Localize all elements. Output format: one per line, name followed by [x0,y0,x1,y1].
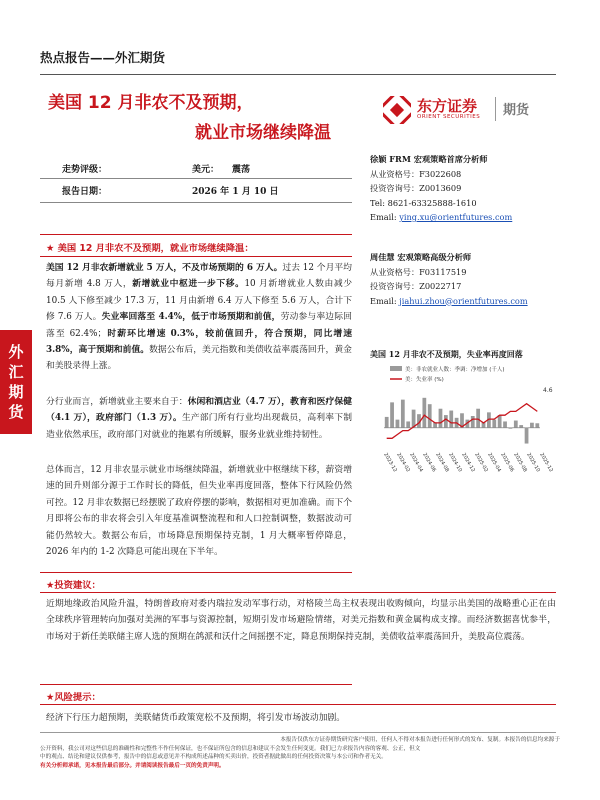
side-tab-char: 货 [8,403,24,421]
x-tick-label: 2025-12 [538,452,554,474]
report-title-line1: 美国 12 月非农不及预期， [48,93,254,113]
report-date: 2026 年 1 月 10 日 [192,187,279,197]
analyst-email-row [370,210,570,225]
nonfarm-bar [525,428,529,444]
para-bold: 美国 12 月非农新增就业 5 万人，不及市场预期的 6 万人。 [46,263,283,273]
nonfarm-bar [401,400,405,428]
para-bold: 新增就业中枢进一步下移。 [132,279,245,290]
asset-label: 美元： [192,165,220,175]
summary-paragraph-2 [46,394,352,443]
brand-name-en: ORIENT SECURITIES [417,114,481,120]
analyst-email-link[interactable]: ying.xu@orientfutures.com [399,212,513,222]
analyst-card-1 [370,152,570,225]
summary-heading: ★ 美国 12 月非农不及预期，就业市场继续降温： [46,243,254,254]
meta-rule-1 [40,178,352,179]
x-tick-label: 2024-06 [421,452,437,474]
risk-rule-bottom [40,704,556,705]
brand-divider [495,97,496,121]
meta-rule-2 [40,202,352,203]
brand-name: 东方证券 [417,97,478,115]
advice-rule-top [40,572,352,573]
para-text: 数据公布后，美元指数和美债收益率震荡回升，黄金和美股录得上涨。 [46,345,352,372]
legend-swatch-bar [390,366,402,371]
analyst-consult: 投资咨询号：Z0022717 [370,281,462,291]
nonfarm-bar [503,421,507,427]
chart-title: 美国 12 月非农不及预期，失业率再度回落 [370,349,523,359]
disclaimer-line: 公开资料，我公司对这些信息的准确性和完整性不作任何保证，也不保证所包含的信息和建议不会发生任何变更。我们已力求报告内容的客观、公正，但文 [40,745,421,752]
risk-paragraph: 经济下行压力超预期，美联储货币政策宽松不及预期，将引发市场波动加剧。 [46,713,346,723]
nonfarm-bar [530,423,534,428]
nonfarm-bar [471,416,475,428]
x-tick-label: 2024-12 [460,452,476,474]
nonfarm-bar [476,409,480,428]
nonfarm-bar [519,425,523,428]
nonfarm-bar [390,402,394,427]
para-bold: 失业率回落至 4.4%，低于市场预期和前值， [101,312,281,323]
x-tick-label: 2024-10 [447,452,463,474]
trend-label: 走势评级： [62,165,108,175]
legend-label-line: 美：失业率 (%) [405,377,444,383]
analyst-name: 徐颖 FRM 宏观策略首席分析师 [370,154,488,164]
disclaimer-line: 中的观点、结论和建议仅供参考，报告中的信息或意见并不构成所述品种的买卖出价，投资者据此做出的任何投资决策与本公司和作者无关。 [40,754,387,761]
summary-paragraph-1 [46,260,352,375]
nonfarm-bar [449,411,453,428]
x-tick-label: 2025-04 [486,452,502,474]
chart-area [370,362,558,482]
brand-mark-icon [383,96,411,124]
section-rule-bottom [40,256,352,257]
side-tab-char: 外 [8,343,24,361]
nonfarm-chart [370,362,558,482]
nonfarm-bar [439,409,443,428]
summary-paragraph-3: 总体而言，12 月非农显示就业市场继续降温，新增就业中枢继续下移，薪资增速的回升则部分源于工作时长的降低，但失业率再度回落，整体下行风险仍然可控。12 月非农数据已经摆脱了政府停摆的影响，数据相对更加准确。而下个月即将公布的非农将会引入年度基准调整流程和和人口控制调整，数据波动可能仍然较大。数据公布后，市场降息预期保持克制，1 月大概率暂停降息，2026 年内的 1-2 次降息可能出现在下半年。 [46,465,352,558]
para-text: 劳动参与率边际回落至 62.4%； [46,312,352,339]
nonfarm-bar [492,420,496,428]
email-label: Email: [370,212,400,222]
legend-label-bar: 美：非农就业人数：季调：净增加 (千人) [405,367,505,373]
analyst-tel: Tel: 8621-63325888-1610 [370,197,477,208]
nonfarm-bar [422,398,426,428]
advice-heading: ★投资建议： [46,580,101,591]
nonfarm-bar [396,420,400,428]
nonfarm-bar [406,421,410,427]
x-tick-label: 2023-12 [382,452,398,474]
analyst-name: 周佳慧 宏观策略高级分析师 [370,252,472,262]
analyst-cert: 从业资格号：F03117519 [370,266,467,277]
header-rule [40,74,556,75]
para-text: 10 月新增就业人数由减少 10.5 人下修至减少 17.3 万，11 月由新增 6.4 万人下修至 5.6 万人，合计下修 7.6 万人。 [46,279,352,323]
side-category-tab [0,330,32,434]
x-tick-label: 2025-10 [525,452,541,474]
para-text: 生产部门所有行业均出现裁员，高利率下制造业依然承压，政府部门对就业的拖累有所缓解，服务业就业维持韧性。 [46,413,352,440]
nonfarm-bar [444,415,448,428]
advice-rule-bottom [40,592,556,593]
nonfarm-bar [509,428,513,429]
disclaimer [40,736,560,770]
advice-paragraph: 近期地缘政治风险升温，特朗普政府对委内瑞拉发动军事行动，对格陵兰岛主权表现出收购倾向，均显示出美国的战略重心正在由全球秩序管理转向加强对美洲的军事与资源控制，短期引发市场避险情绪，对美元指数和黄金属构成支撑。而经济数据喜忧参半，市场对于新任美联储主席人选的预期在鸽派和沃什之间摇摆不定，降息预期保持克制，美债收益率震荡回升，美股高位震荡。 [46,599,556,642]
right-axis-label: 4.6 [543,387,553,394]
date-label: 报告日期： [62,187,108,197]
x-tick-label: 2025-02 [473,452,489,474]
risk-rule-top [40,684,352,685]
nonfarm-bar [535,423,539,428]
disclaimer-notice: 有关分析师承诺，见本报告最后部分。并请阅读报告最后一页的免责声明。 [40,762,225,769]
brand-logo [383,93,553,127]
analyst-email-link[interactable]: jiahui.zhou@orientfutures.com [399,295,528,306]
risk-heading: ★风险提示： [46,692,101,703]
side-tab-char: 汇 [8,363,24,381]
x-tick-label: 2024-04 [408,452,424,474]
email-label: Email: [370,295,400,306]
analyst-card-2 [370,250,570,308]
nonfarm-bar [428,404,432,428]
rating-value: 震荡 [232,165,251,175]
para-bold: 时薪环比增速 0.3%，较前值回升，符合预期，同比增速 3.8%，高于预期和前值。 [46,328,352,356]
nonfarm-bar [498,415,502,428]
side-tab-char: 期 [8,383,24,401]
para-bold: 休闲和酒店业（4.7 万），教育和医疗保健（4.1 万），政府部门（1.3 万）。 [46,397,352,424]
report-category: 热点报告——外汇期货 [40,50,166,65]
x-tick-label: 2025-06 [499,452,515,474]
disclaimer-line: 本报告仅供东方证券期货研究客户使用，任何人不得对本报告进行任何形式的发布、复制。本报告的信息均来源于 [280,737,560,743]
x-tick-label: 2024-08 [434,452,450,474]
footer-rule [40,732,556,733]
x-tick-label: 2025-08 [512,452,528,474]
analyst-email-row [370,294,570,309]
nonfarm-bar [385,417,389,428]
report-title-line2: 就业市场继续降温 [195,123,331,143]
brand-division: 期货 [503,103,530,118]
para-text: 分行业而言，新增就业主要来自于： [46,397,188,407]
analyst-consult: 投资咨询号：Z0013609 [370,183,462,193]
para-text: 过去 12 个月平均每月新增 4.8 万人， [46,263,352,290]
analyst-cert: 从业资格号：F3022608 [370,168,462,179]
section-rule-top [40,234,352,235]
nonfarm-bar [514,421,518,428]
x-tick-label: 2024-02 [395,452,411,474]
